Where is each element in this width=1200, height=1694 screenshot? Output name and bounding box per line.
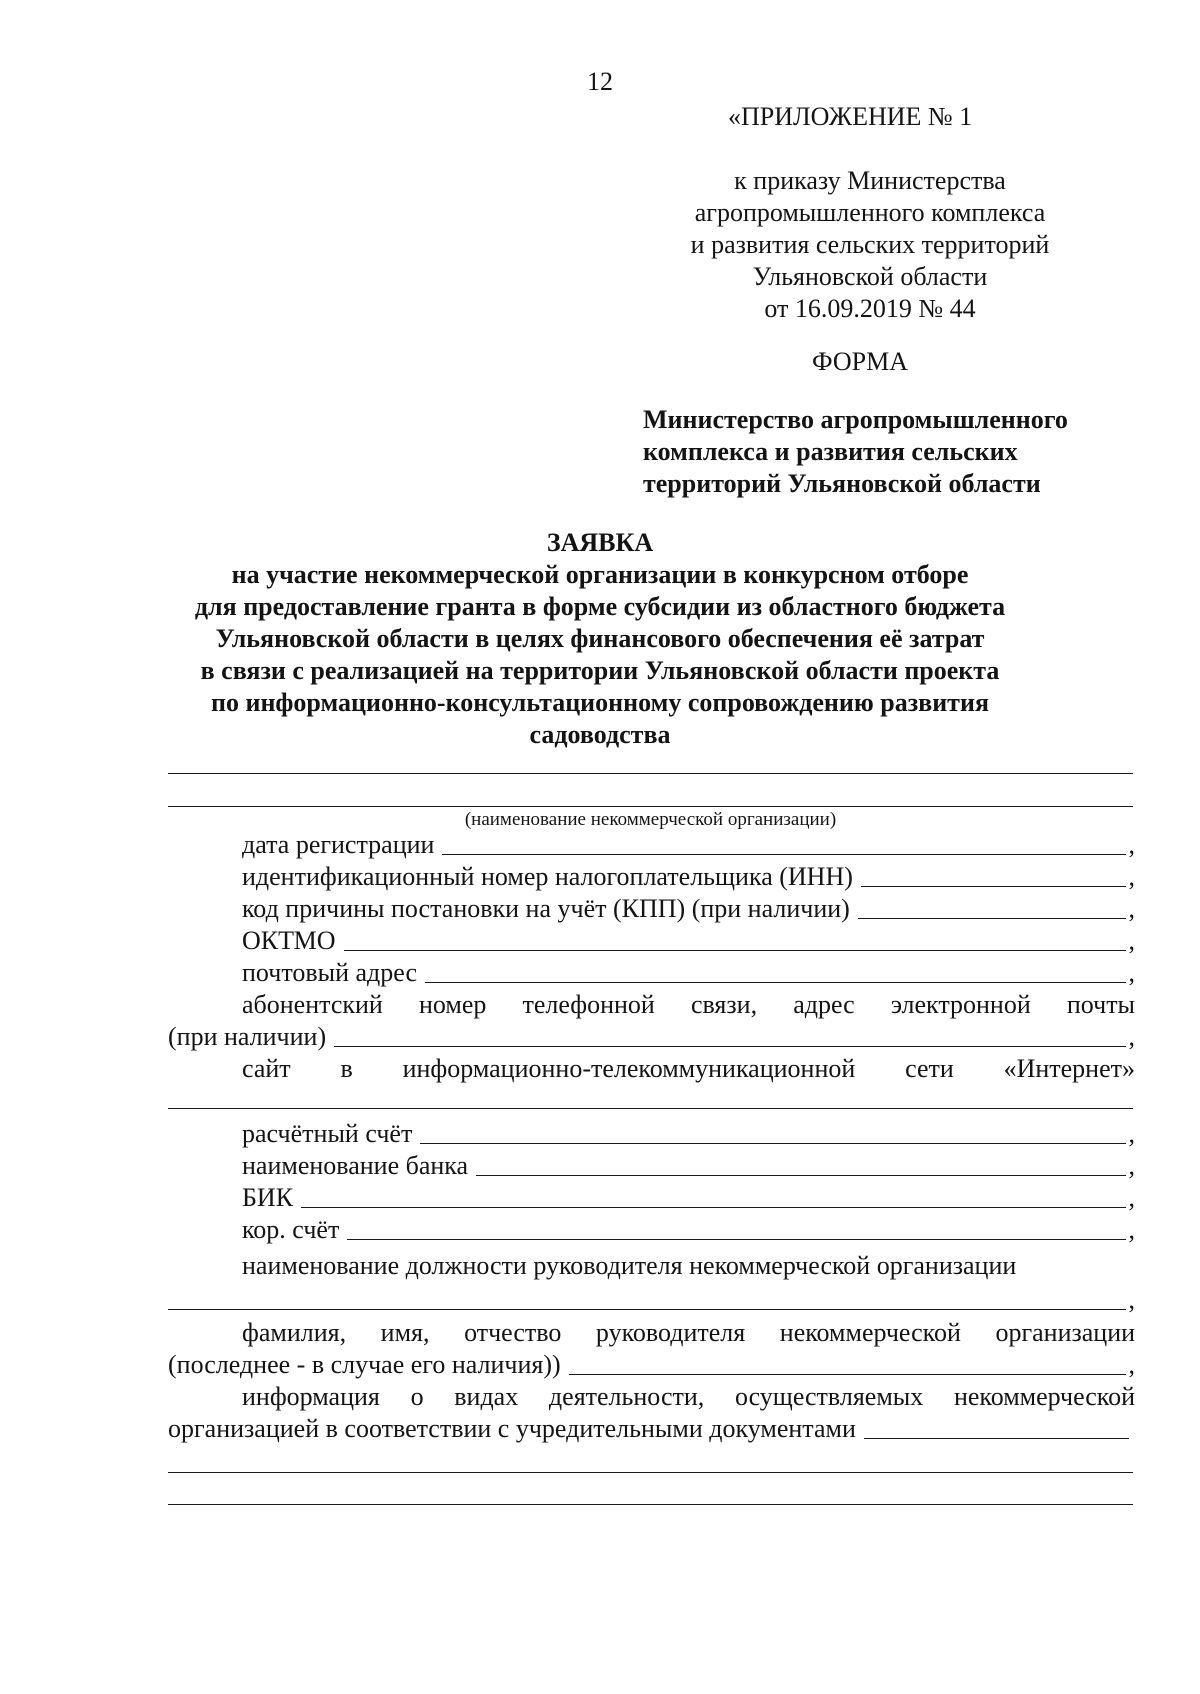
bank-name-field[interactable] <box>476 1175 1125 1176</box>
comma: , <box>1128 1215 1135 1244</box>
kpp-field[interactable] <box>858 918 1126 919</box>
corr-account-label: кор. счёт <box>242 1215 340 1244</box>
phone-email-label: абонентский номер телефонной связи, адрес электронной почты <box>242 990 1136 1019</box>
postal-address-label: почтовый адрес <box>242 958 417 987</box>
application-title: ЗАЯВКА <box>546 528 654 557</box>
appendix-title: «ПРИЛОЖЕНИЕ № 1 <box>728 102 973 131</box>
subtitle-line: на участие некоммерческой организации в конкурсном отборе <box>231 560 969 589</box>
phone-email-row <box>168 1021 1135 1053</box>
appendix-ref-line: агропромышленного комплекса <box>694 198 1046 227</box>
oktmo-label: ОКТМО <box>242 926 336 955</box>
phone-email-label-cont: (при наличии) <box>168 1022 327 1051</box>
activities-label: информация о видах деятельности, осуществляемых некоммерческой <box>242 1382 1136 1411</box>
subtitle-line: в связи с реализацией на территории Ульяновской области проекта <box>200 656 1000 685</box>
head-name-row <box>168 1349 1135 1381</box>
inn-field[interactable] <box>861 886 1126 887</box>
postal-address-row <box>242 957 1135 989</box>
activities-field-line[interactable] <box>168 1472 1133 1473</box>
oktmo-row <box>242 925 1135 957</box>
appendix-ref-line: и развития сельских территорий <box>690 230 1050 259</box>
appendix-ref-line: Ульяновской области <box>752 262 988 291</box>
kpp-row <box>242 893 1135 925</box>
corr-account-field[interactable] <box>347 1239 1125 1240</box>
appendix-ref-date: от 16.09.2019 № 44 <box>764 294 976 323</box>
activities-field-line[interactable] <box>168 1504 1133 1505</box>
comma: , <box>1128 894 1135 923</box>
appendix-ref-line: к приказу Министерства <box>734 166 1006 195</box>
head-position-label: наименование должности руководителя некоммерческой организации <box>242 1251 1017 1280</box>
comma: , <box>1128 1151 1135 1180</box>
subtitle-line: для предоставление гранта в форме субсидии из областного бюджета <box>194 592 1006 621</box>
bank-account-label: расчётный счёт <box>242 1119 413 1148</box>
comma: , <box>1128 830 1135 859</box>
subtitle-line: Ульяновской области в целях финансового обеспечения её затрат <box>215 624 985 653</box>
subtitle-line: по информационно-консультационному сопровождению развития <box>210 688 990 717</box>
comma: , <box>1128 958 1135 987</box>
comma: , <box>1128 1183 1135 1212</box>
registration-date-row <box>242 829 1135 861</box>
addressee-line: Министерство агропромышленного <box>643 405 1068 434</box>
bik-row <box>242 1182 1135 1214</box>
phone-email-field[interactable] <box>334 1046 1125 1047</box>
org-name-caption: (наименование некоммерческой организации) <box>464 809 837 830</box>
comma: , <box>1128 926 1135 955</box>
bik-label: БИК <box>242 1183 294 1212</box>
addressee-line: территорий Ульяновской области <box>643 469 1041 498</box>
registration-date-label: дата регистрации <box>242 830 435 859</box>
addressee-line: комплекса и развития сельских <box>643 437 1018 466</box>
subtitle-line: садоводства <box>529 720 671 749</box>
inn-row <box>242 861 1135 893</box>
head-position-field[interactable] <box>168 1309 1126 1310</box>
head-name-field[interactable] <box>569 1374 1126 1375</box>
comma: , <box>1128 862 1135 891</box>
activities-label-cont: организацией в соответствии с учредительными документами <box>168 1414 856 1443</box>
bank-name-row <box>242 1150 1135 1182</box>
kpp-label: код причины постановки на учёт (КПП) (при наличии) <box>242 894 850 923</box>
activities-row <box>168 1413 1129 1445</box>
head-position-row <box>168 1284 1135 1316</box>
bank-account-row <box>242 1118 1135 1150</box>
corr-account-row <box>242 1214 1135 1246</box>
bank-name-label: наименование банка <box>242 1151 469 1180</box>
comma: , <box>1128 1119 1135 1148</box>
org-name-line[interactable] <box>168 773 1133 774</box>
comma: , <box>1128 1285 1135 1314</box>
bank-account-field[interactable] <box>420 1143 1125 1144</box>
bik-field[interactable] <box>301 1207 1125 1208</box>
comma: , <box>1128 1022 1135 1051</box>
page-number: 12 <box>587 67 613 96</box>
form-label: ФОРМА <box>812 347 908 376</box>
activities-field[interactable] <box>864 1438 1129 1439</box>
website-field[interactable] <box>168 1108 1133 1109</box>
postal-address-field[interactable] <box>425 982 1126 983</box>
inn-label: идентификационный номер налогоплательщика (ИНН) <box>242 862 853 891</box>
oktmo-field[interactable] <box>344 950 1126 951</box>
head-name-label-cont: (последнее - в случае его наличия)) <box>168 1350 561 1379</box>
head-name-label: фамилия, имя, отчество руководителя некоммерческой организации <box>242 1318 1136 1347</box>
org-name-line[interactable] <box>168 806 1133 807</box>
website-label: сайт в информационно-телекоммуникационной сети «Интернет» <box>242 1054 1135 1083</box>
registration-date-field[interactable] <box>442 854 1125 855</box>
comma: , <box>1128 1350 1135 1379</box>
